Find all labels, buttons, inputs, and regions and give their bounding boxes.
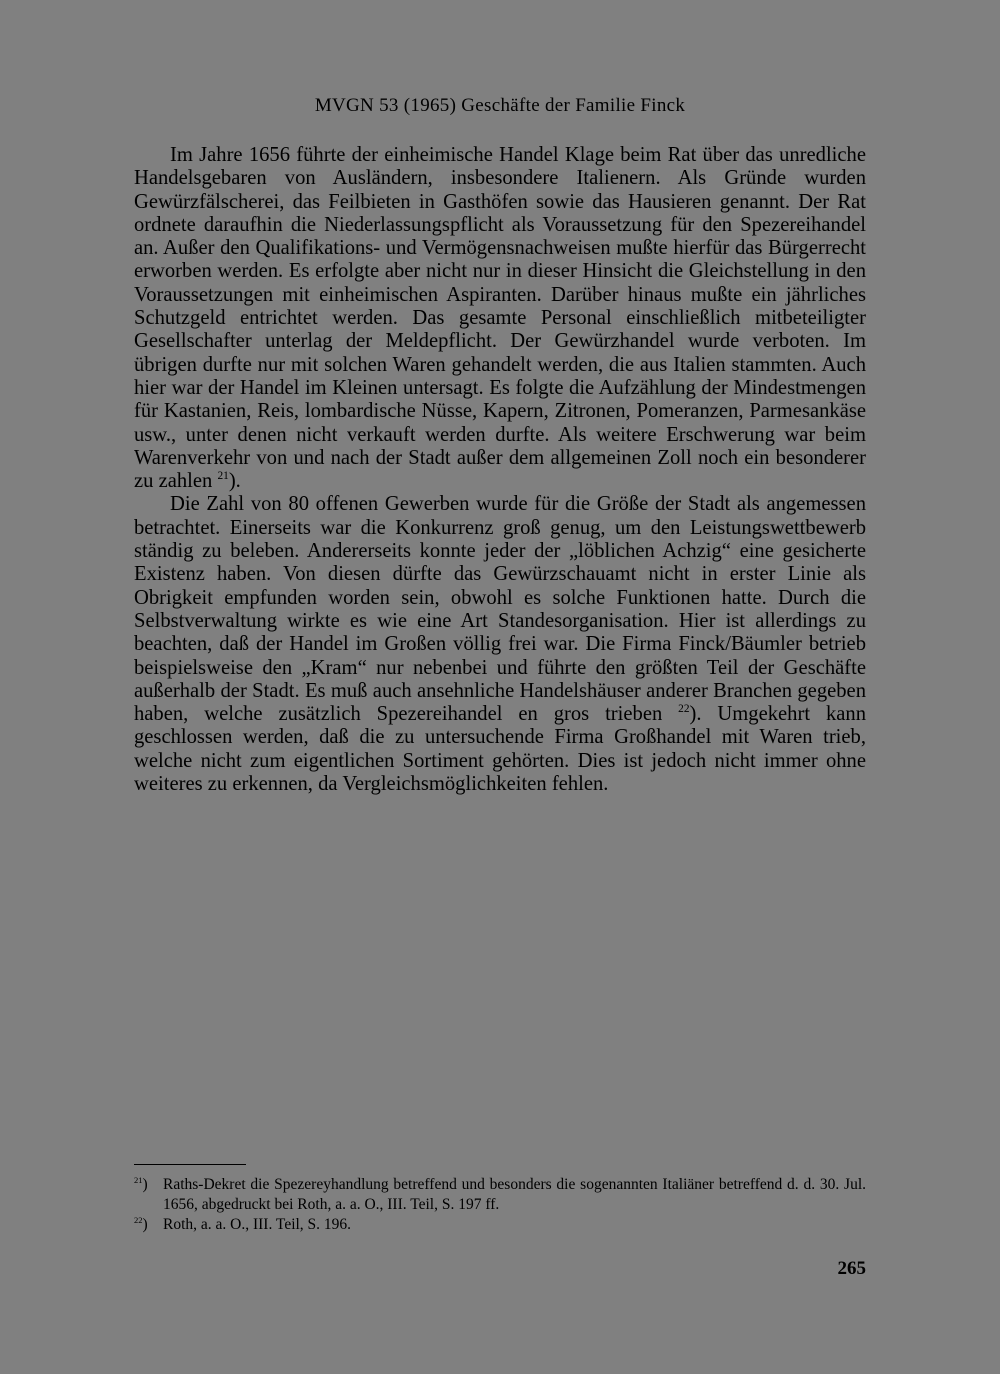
- page-number: 265: [837, 1258, 866, 1279]
- footnote-text: Roth, a. a. O., III. Teil, S. 196.: [163, 1216, 352, 1233]
- running-header: MVGN 53 (1965) Geschäfte der Familie Finck: [314, 95, 686, 116]
- footnote-text: Raths-Dekret die Spezereyhandlung betreffend und besonders die sogenannten Italiäner betreffend d. d. 30. Jul. 1656, abgedruckt bei Roth, a. a. O., III. Teil, S. 197 ff.: [163, 1176, 866, 1213]
- footnote-mark: $^{21}$): [134, 1174, 148, 1193]
- footnote-separator: [134, 1164, 246, 1165]
- footnote-mark: $^{22}$): [134, 1214, 148, 1233]
- paragraph-text: Im Jahre 1656 führte der einheimische Handel Klage beim Rat über das unredliche Handelsgebaren von Ausländern, insbesondere Italienern. Als Gründe wurden Gewürzfälscherei, das Feilbieten in Gasthöfen sowie das Hausieren genannt. Der Rat ordnete daraufhin die Niederlassungspflicht als Voraussetzung für den Spezereihandel an. Außer den Qualifikations- und Vermögensnachweisen mußte hierfür das Bürgerrecht erworben werden. Es erfolgte aber nicht nur in dieser Hinsicht die Gleichstellung in den Voraussetzungen mit einheimischen Aspiranten. Darüber hinaus mußte ein jährliches Schutzgeld entrichtet werden. Das gesamte Personal einschließlich mitbeteiligter Gesellschafter unterlag der Meldepflicht. Der Gewürzhandel wurde verboten. Im übrigen durfte nur mit solchen Waren gehandelt werden, die aus Italien stammten. Auch hier war der Handel im Kleinen untersagt. Es folgte die Aufzählung der Mindestmengen für Kastanien, Reis, lombardische Nüsse, Kapern, Zitronen, Pomeranzen, Parmesankäse usw., unter denen nicht verkauft werden durfte. Als weitere Erschwerung war beim Warenverkehr von und nach der Stadt außer dem allgemeinen Zoll noch ein besonderer zu zahlen: [134, 144, 866, 493]
- paragraph-text-tail: ). Umgekehrt kann geschlossen werden, daß die zu untersuchende Firma Großhandel mit Waren trieb, welche nicht zum eigentlichen Sortiment gehörten. Dies ist jedoch nicht immer ohne weiteres zu erkennen, da Vergleichsmöglichkeiten fehlen.: [134, 703, 866, 796]
- footnotes: [134, 1175, 866, 1235]
- main-text: [134, 144, 866, 796]
- paragraph-text: Die Zahl von 80 offenen Gewerben wurde für die Größe der Stadt als angemessen betrachtet. Einerseits war die Konkurrenz groß genug, um den Leistungswettbewerb ständig zu beleben. Andererseits konnte jeder der „löblichen Achzig“ eine gesicherte Existenz haben. Von diesen dürfte das Gewürzschauamt nicht in erster Linie als Obrigkeit empfunden worden sein, obwohl es solche Funktionen hatte. Durch die Selbstverwaltung wirkte es wie eine Art Standesorganisation. Hier ist allerdings zu beachten, daß der Handel im Großen völlig frei war. Die Firma Finck/Bäumler betrieb beispielsweise den „Kram“ nur nebenbei und führte den größten Teil der Geschäfte außerhalb der Stadt. Es muß auch ansehnliche Handelshäuser anderer Branchen gegeben haben, welche zusätzlich Spezereihandel en gros trieben: [134, 493, 866, 726]
- footnote-reference[interactable]: 21: [217, 470, 229, 483]
- paragraph: [134, 144, 866, 493]
- footnote-reference[interactable]: 22: [678, 703, 690, 716]
- footnote: [134, 1215, 866, 1235]
- paragraph: [134, 493, 866, 796]
- paragraph-text-tail: ).: [228, 470, 241, 493]
- footnote: [134, 1175, 866, 1215]
